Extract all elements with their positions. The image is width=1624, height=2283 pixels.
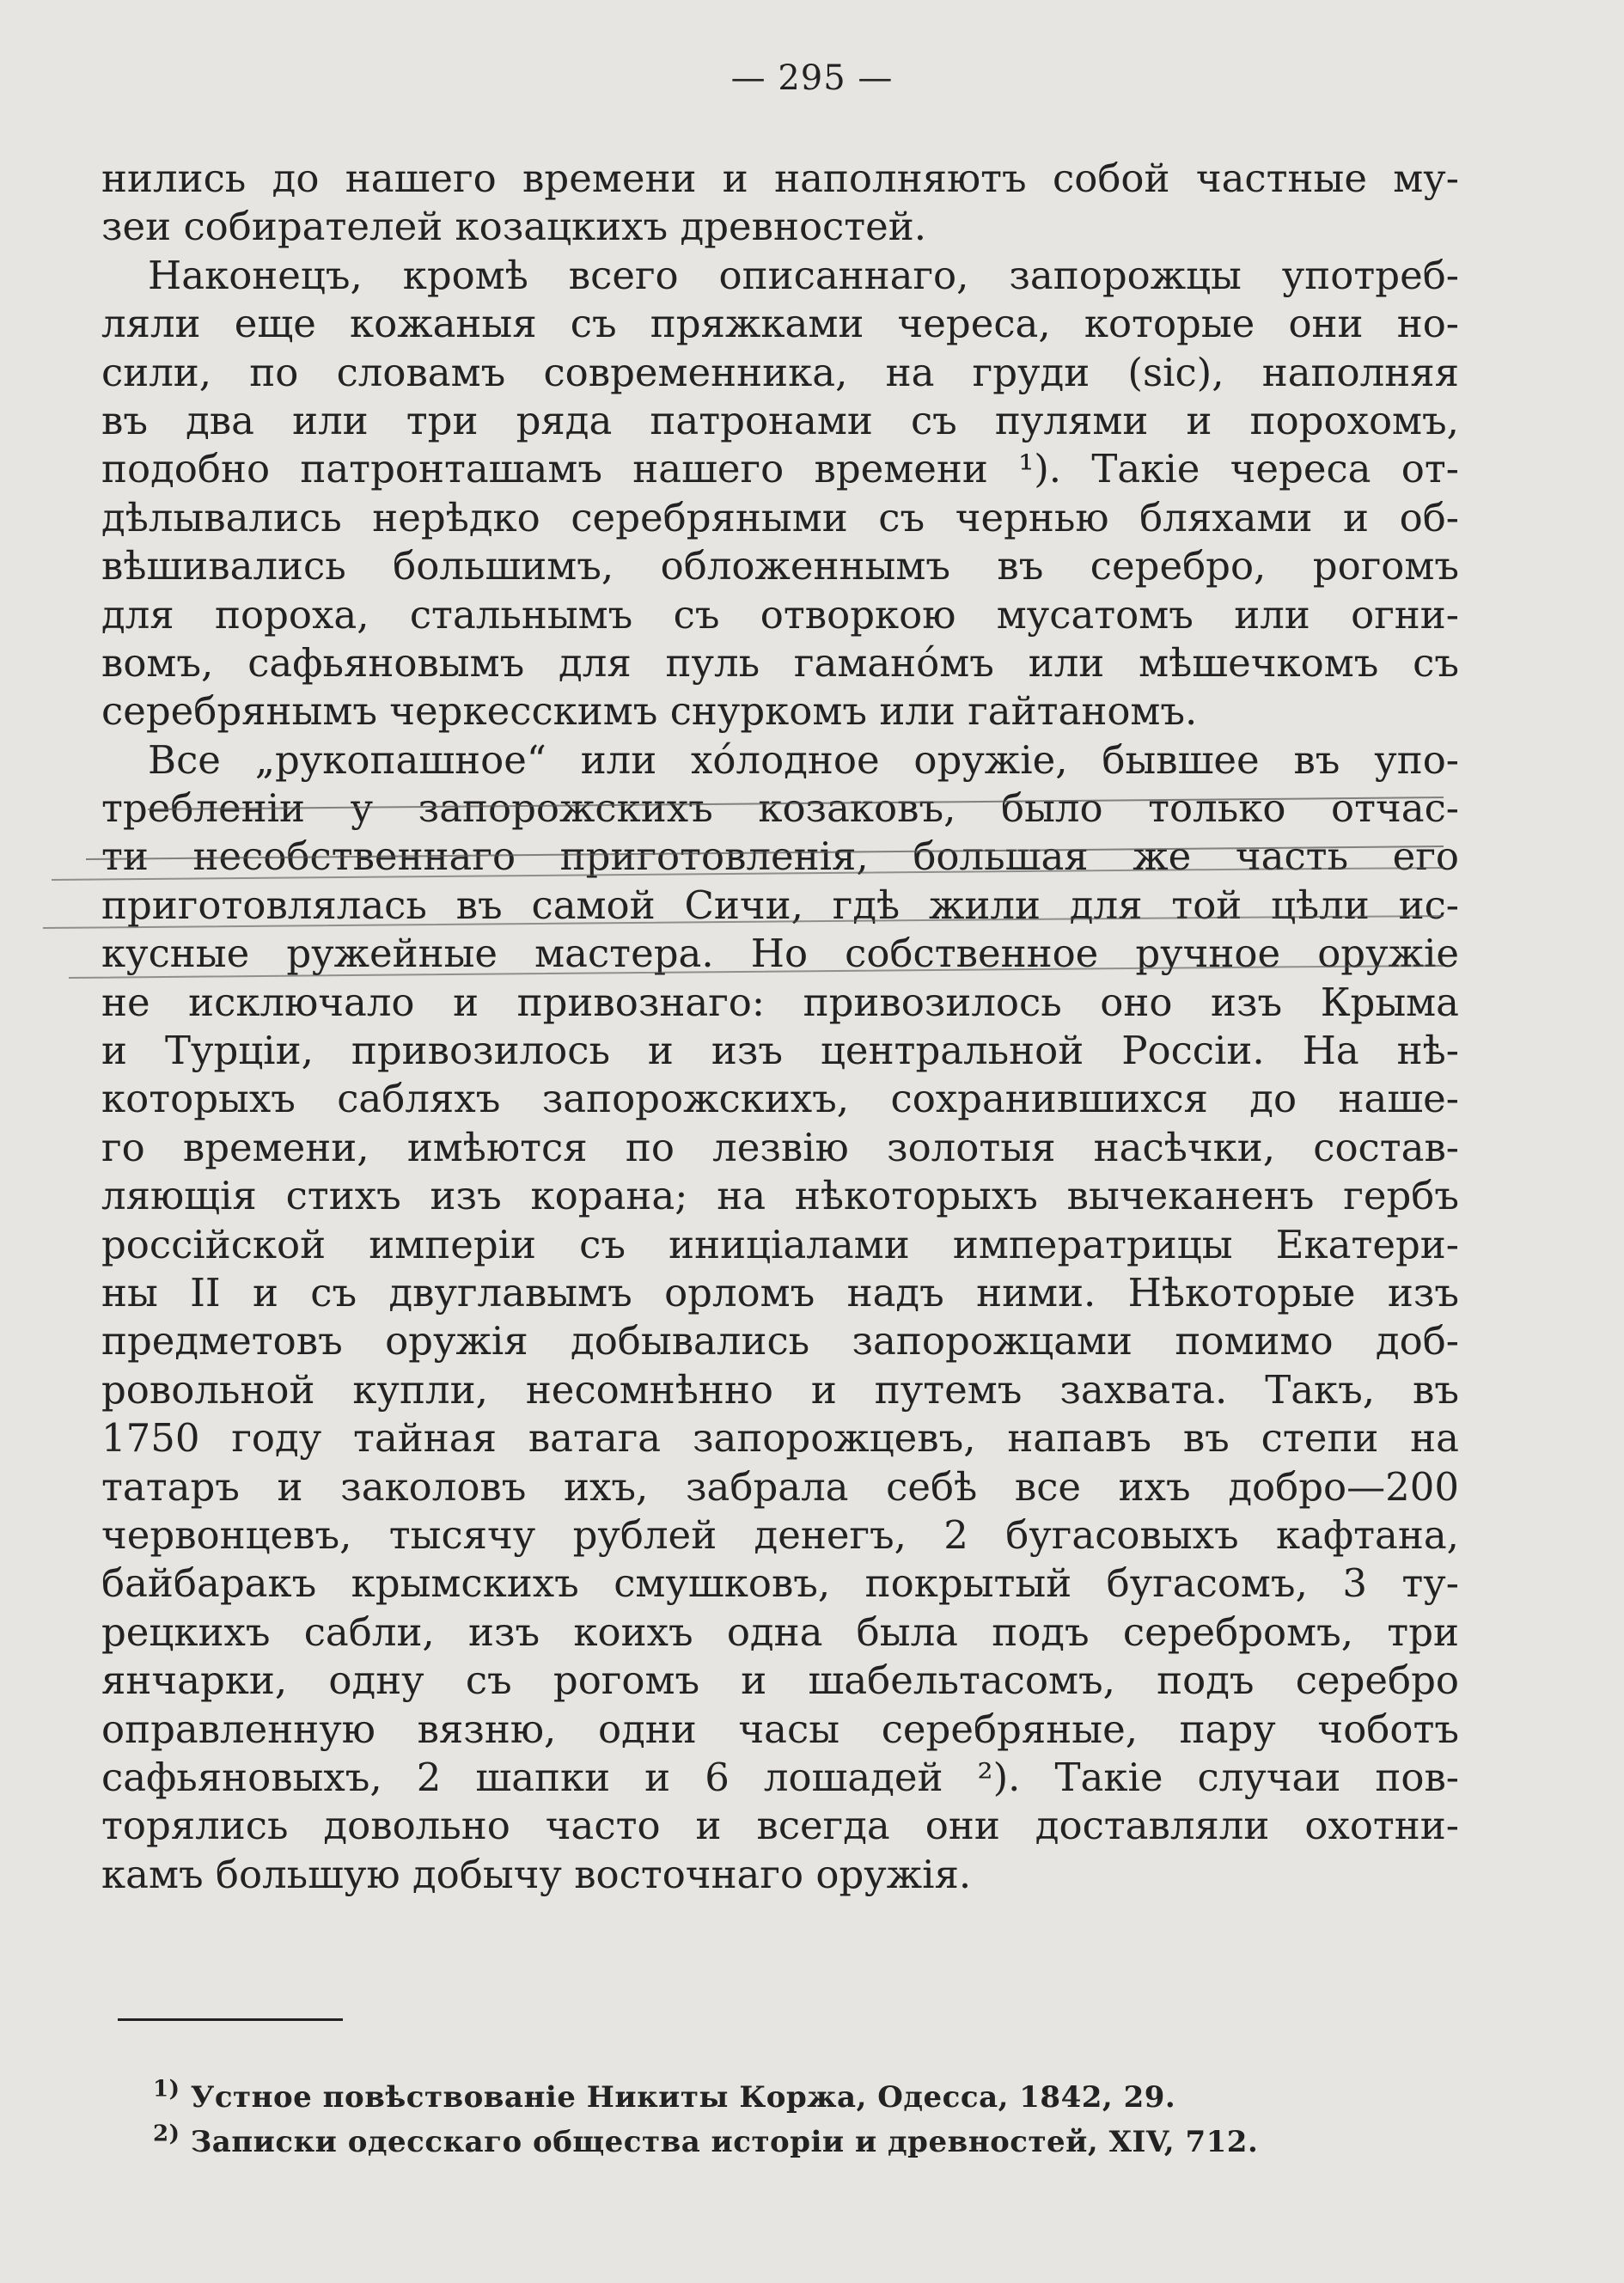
text-line: 1750 году тайная ватага запорожцевъ, напавъ въ степи на bbox=[101, 1415, 1459, 1462]
text-line: приготовлялась въ самой Сичи, гдѣ жили для той цѣли ис- bbox=[101, 882, 1459, 928]
footnote-mark: 1) bbox=[153, 2076, 180, 2103]
footnote bbox=[153, 2075, 1356, 2120]
text-line: червонцевъ, тысячу рублей денегъ, 2 бугасовыхъ кафтана, bbox=[101, 1511, 1459, 1558]
paragraph-start-line: Наконецъ, кромѣ всего описаннаго, запорожцы употреб- bbox=[148, 252, 1459, 298]
text-line: рецкихъ сабли, изъ коихъ одна была подъ серебромъ, три bbox=[101, 1608, 1459, 1655]
text-line: россійской имперіи съ иниціалами императрицы Екатери- bbox=[101, 1221, 1459, 1267]
text-line: сафьяновыхъ, 2 шапки и 6 лошадей ²). Такіе случаи пов- bbox=[101, 1754, 1459, 1800]
text-line: которыхъ сабляхъ запорожскихъ, сохранившихся до наше- bbox=[101, 1076, 1459, 1122]
text-line: оправленную вязню, одни часы серебряные, пару чоботъ bbox=[101, 1706, 1459, 1752]
text-line: вѣшивались большимъ, обложеннымъ въ серебро, рогомъ bbox=[101, 543, 1459, 589]
body-text bbox=[101, 155, 1459, 1899]
text-line: ровольной купли, несомнѣнно и путемъ захвата. Такъ, въ bbox=[101, 1366, 1459, 1413]
paragraph-start-line: Все „рукопашное“ или хóлодное оружіе, бывшее въ упо- bbox=[148, 736, 1459, 783]
text-line: зеи собирателей козацкихъ древностей. bbox=[101, 204, 927, 250]
footnote-mark: 2) bbox=[153, 2121, 180, 2147]
text-line: требленіи у запорожскихъ козаковъ, было только отчас- bbox=[101, 785, 1459, 832]
footnotes bbox=[153, 2075, 1356, 2164]
text-line: предметовъ оружія добывались запорожцами помимо доб- bbox=[101, 1318, 1459, 1364]
footnote-text: Записки одесскаго общества исторіи и древностей, XIV, 712. bbox=[190, 2125, 1259, 2159]
text-line: ляли еще кожаныя съ пряжками череса, которые они но- bbox=[101, 301, 1459, 347]
text-line: янчарки, одну съ рогомъ и шабельтасомъ, подъ серебро bbox=[101, 1657, 1459, 1704]
text-line: ляющія стихъ изъ корана; на нѣкоторыхъ вычеканенъ гербъ bbox=[101, 1173, 1459, 1219]
text-line: вомъ, сафьяновымъ для пуль гаманóмъ или мѣшечкомъ съ bbox=[101, 639, 1459, 686]
text-line: подобно патронташамъ нашего времени ¹). Такіе череса от- bbox=[101, 446, 1459, 492]
text-line: го времени, имѣются по лезвію золотыя насѣчки, состав- bbox=[101, 1124, 1459, 1170]
text-line: сили, по словамъ современника, на груди (sic), наполняя bbox=[101, 349, 1459, 395]
text-line: дѣлывались нерѣдко серебряными съ чернью бляхами и об- bbox=[101, 494, 1459, 540]
text-line: татаръ и заколовъ ихъ, забрала себѣ все ихъ добро—200 bbox=[101, 1463, 1459, 1510]
text-line: и Турціи, привозилось и изъ центральной Россіи. На нѣ- bbox=[101, 1028, 1459, 1074]
text-line: торялись довольно часто и всегда они доставляли охотни- bbox=[101, 1803, 1459, 1849]
text-line: серебрянымъ черкесскимъ снуркомъ или гайтаномъ. bbox=[101, 688, 1198, 735]
text-line: въ два или три ряда патронами съ пулями и порохомъ, bbox=[101, 397, 1459, 443]
text-line: не исключало и привознаго: привозилось оно изъ Крыма bbox=[101, 979, 1459, 1025]
text-line: нились до нашего времени и наполняютъ собой частные му- bbox=[101, 156, 1459, 201]
text-line: ти несобственнаго приготовленія, большая же часть его bbox=[101, 833, 1459, 880]
text-line: байбаракъ крымскихъ смушковъ, покрытый бугасомъ, 3 ту- bbox=[101, 1560, 1459, 1607]
text-line: камъ большую добычу восточнаго оружія. bbox=[101, 1851, 972, 1897]
text-line: кусные ружейные мастера. Но собственное ручное оружіе bbox=[101, 931, 1459, 977]
text-line: для пороха, стальнымъ съ отворкою мусатомъ или огни- bbox=[101, 591, 1459, 638]
footnote-separator bbox=[118, 2018, 343, 2021]
footnote bbox=[153, 2120, 1356, 2164]
page-number: — 295 — bbox=[730, 58, 894, 98]
text-line: ны II и съ двуглавымъ орломъ надъ ними. Нѣкоторые изъ bbox=[101, 1269, 1459, 1315]
footnote-text: Устное повѣствованіе Никиты Коржа, Одесса, 1842, 29. bbox=[190, 2080, 1176, 2115]
